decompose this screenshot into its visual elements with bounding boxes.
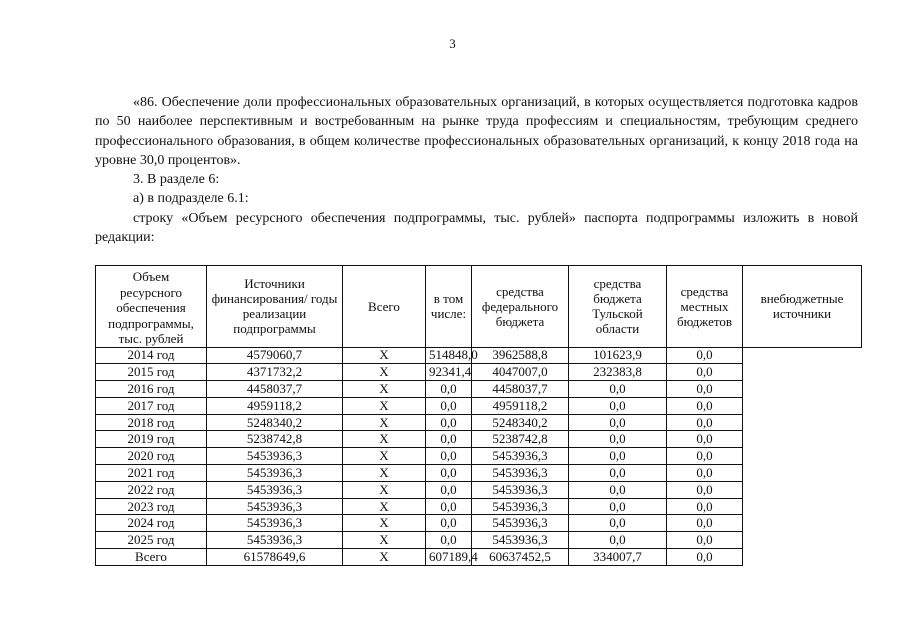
paragraph-row-instruction: строку «Объем ресурсного обеспечения подпрограммы, тыс. рублей» паспорта подпрограммы изложить в новой редакции: <box>95 210 858 246</box>
row-header-line: обеспечения <box>116 300 186 315</box>
header-regional: средства бюджета Тульской области <box>569 266 667 348</box>
cell-extra: 0,0 <box>667 431 743 448</box>
row-header-line: подпрограммы, <box>108 315 194 331</box>
table-row <box>96 532 862 549</box>
cell-mark: Х <box>343 381 426 398</box>
cell-federal: 0,0 <box>426 498 472 515</box>
table-row <box>96 397 862 414</box>
header-extra: внебюджетные источники <box>743 266 862 348</box>
cell-extra: 0,0 <box>667 481 743 498</box>
table-row <box>96 431 862 448</box>
cell-regional: 3962588,8 <box>472 347 569 364</box>
table-row <box>96 347 862 364</box>
cell-year: 2025 год <box>96 532 207 549</box>
cell-mark: Х <box>343 465 426 482</box>
cell-regional: 60637452,5 <box>472 549 569 566</box>
cell-extra: 0,0 <box>667 414 743 431</box>
row-header-line: ресурсного <box>120 284 182 300</box>
table-row <box>96 515 862 532</box>
table-row <box>96 465 862 482</box>
resource-table <box>95 265 862 566</box>
cell-year: 2019 год <box>96 431 207 448</box>
cell-year: 2023 год <box>96 498 207 515</box>
cell-total: 4959118,2 <box>207 397 343 414</box>
cell-local: 0,0 <box>569 465 667 482</box>
cell-total: 5453936,3 <box>207 498 343 515</box>
row-header-line: тыс. рублей <box>118 331 184 346</box>
cell-total: 4579060,7 <box>207 347 343 364</box>
cell-regional: 5453936,3 <box>472 448 569 465</box>
cell-mark: Х <box>343 515 426 532</box>
cell-total: 5453936,3 <box>207 481 343 498</box>
table-row <box>96 381 862 398</box>
paragraph-subsection-a: а) в подразделе 6.1: <box>133 191 249 207</box>
page-number: 3 <box>449 36 456 51</box>
cell-mark: Х <box>343 448 426 465</box>
cell-year: 2014 год <box>96 347 207 364</box>
cell-federal: 92341,4 <box>426 364 472 381</box>
cell-regional: 4458037,7 <box>472 381 569 398</box>
cell-year: 2021 год <box>96 465 207 482</box>
cell-federal: 0,0 <box>426 381 472 398</box>
cell-local: 232383,8 <box>569 364 667 381</box>
cell-local: 0,0 <box>569 448 667 465</box>
table-row <box>96 364 862 381</box>
cell-local: 0,0 <box>569 397 667 414</box>
cell-regional: 4047007,0 <box>472 364 569 381</box>
cell-mark: Х <box>343 364 426 381</box>
cell-federal: 0,0 <box>426 481 472 498</box>
table-total-row <box>96 549 862 566</box>
cell-total: 4371732,2 <box>207 364 343 381</box>
header-local: средства местных бюджетов <box>667 266 743 348</box>
cell-regional: 4959118,2 <box>472 397 569 414</box>
cell-year: 2015 год <box>96 364 207 381</box>
cell-extra: 0,0 <box>667 498 743 515</box>
cell-mark: Х <box>343 431 426 448</box>
cell-local: 0,0 <box>569 515 667 532</box>
cell-mark: Х <box>343 498 426 515</box>
cell-mark: Х <box>343 532 426 549</box>
cell-extra: 0,0 <box>667 381 743 398</box>
header-federal: средства федерального бюджета <box>472 266 569 348</box>
cell-extra: 0,0 <box>667 549 743 566</box>
cell-extra: 0,0 <box>667 397 743 414</box>
cell-mark: Х <box>343 397 426 414</box>
table-row <box>96 414 862 431</box>
header-sources: Источники финансирования/ годы реализации подпрограммы <box>207 266 343 348</box>
cell-total: 61578649,6 <box>207 549 343 566</box>
cell-year: 2024 год <box>96 515 207 532</box>
cell-local: 0,0 <box>569 481 667 498</box>
cell-federal: 0,0 <box>426 448 472 465</box>
cell-mark: Х <box>343 549 426 566</box>
cell-federal: 0,0 <box>426 397 472 414</box>
cell-extra: 0,0 <box>667 465 743 482</box>
cell-year: 2017 год <box>96 397 207 414</box>
cell-year: 2016 год <box>96 381 207 398</box>
cell-regional: 5453936,3 <box>472 481 569 498</box>
table-header-row <box>96 266 862 348</box>
cell-local: 101623,9 <box>569 347 667 364</box>
cell-extra: 0,0 <box>667 515 743 532</box>
cell-federal: 0,0 <box>426 414 472 431</box>
row-header-line: Объем <box>132 269 170 284</box>
cell-total: 5238742,8 <box>207 431 343 448</box>
cell-mark: Х <box>343 414 426 431</box>
cell-regional: 5453936,3 <box>472 532 569 549</box>
cell-total: 5453936,3 <box>207 465 343 482</box>
cell-local: 0,0 <box>569 431 667 448</box>
cell-regional: 5453936,3 <box>472 498 569 515</box>
row-header-cell <box>96 266 207 348</box>
table-row <box>96 448 862 465</box>
cell-total: 5453936,3 <box>207 448 343 465</box>
cell-regional: 5453936,3 <box>472 465 569 482</box>
cell-extra: 0,0 <box>667 448 743 465</box>
cell-year: 2022 год <box>96 481 207 498</box>
header-including: в том числе: <box>426 266 472 348</box>
header-total: Всего <box>343 266 426 348</box>
cell-federal: 0,0 <box>426 465 472 482</box>
paragraph-section-3: 3. В разделе 6: <box>133 172 220 188</box>
cell-local: 334007,7 <box>569 549 667 566</box>
cell-extra: 0,0 <box>667 532 743 549</box>
cell-federal: 0,0 <box>426 515 472 532</box>
cell-local: 0,0 <box>569 381 667 398</box>
cell-local: 0,0 <box>569 414 667 431</box>
cell-extra: 0,0 <box>667 364 743 381</box>
cell-regional: 5248340,2 <box>472 414 569 431</box>
cell-year: 2018 год <box>96 414 207 431</box>
cell-federal: 0,0 <box>426 532 472 549</box>
cell-local: 0,0 <box>569 532 667 549</box>
cell-extra: 0,0 <box>667 347 743 364</box>
cell-total: 5453936,3 <box>207 532 343 549</box>
cell-federal: 0,0 <box>426 431 472 448</box>
paragraph-86: «86. Обеспечение доли профессиональных образовательных организаций, в которых осуществляется подготовка кадров по 50 наиболее перспективным и востребованным на рынке труда профессиям и специальностям, требующим среднего профессионального образования, в общем количестве профессиональных образовательных организаций, к концу 2018 года на уровне 30,0 процентов». <box>95 95 858 168</box>
table-row <box>96 481 862 498</box>
cell-regional: 5453936,3 <box>472 515 569 532</box>
cell-mark: Х <box>343 347 426 364</box>
table-row <box>96 498 862 515</box>
cell-year: Всего <box>96 549 207 566</box>
table-body <box>96 347 862 565</box>
cell-total: 4458037,7 <box>207 381 343 398</box>
cell-total: 5248340,2 <box>207 414 343 431</box>
cell-federal: 514848,0 <box>426 347 472 364</box>
cell-mark: Х <box>343 481 426 498</box>
cell-year: 2020 год <box>96 448 207 465</box>
cell-regional: 5238742,8 <box>472 431 569 448</box>
cell-federal: 607189,4 <box>426 549 472 566</box>
body-text <box>95 93 858 247</box>
cell-local: 0,0 <box>569 498 667 515</box>
cell-total: 5453936,3 <box>207 515 343 532</box>
